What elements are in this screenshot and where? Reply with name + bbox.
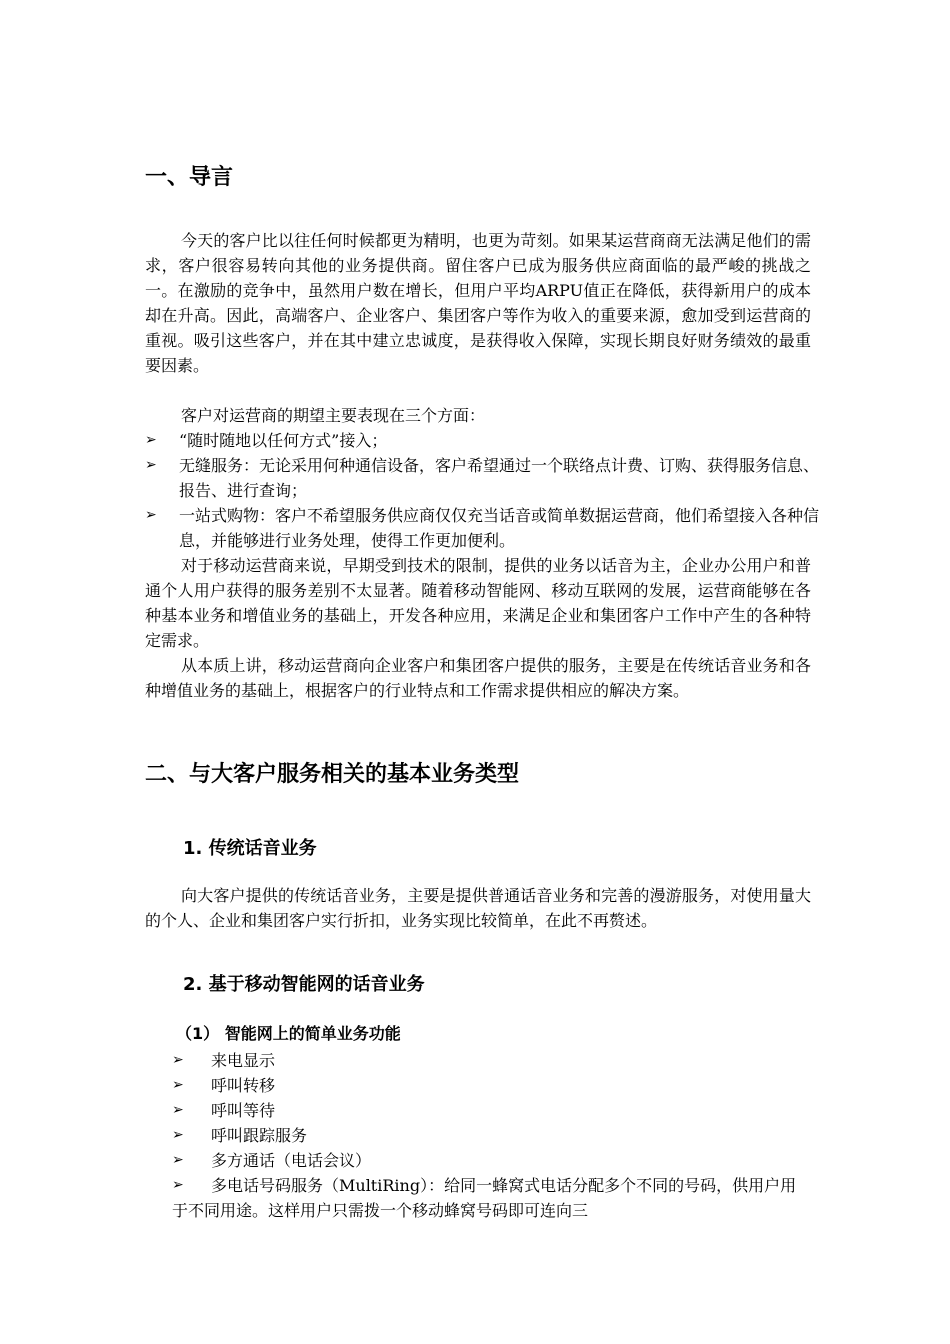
list-item (172, 1123, 812, 1148)
subsection-2-1-title: （1） 智能网上的简单业务功能 (176, 1024, 401, 1043)
bullet-arrow-icon: ➢ (145, 507, 157, 523)
list-item-text: “随时随地以任何方式”接入； (179, 431, 388, 450)
bullet-arrow-icon: ➢ (145, 457, 157, 473)
list-item-text: 呼叫转移 (211, 1076, 276, 1095)
list-item (145, 428, 821, 453)
subsection-1-paragraph: 向大客户提供的传统话音业务，主要是提供普通话音业务和完善的漫游服务，对使用量大的个人、企业和集团客户实行折扣，业务实现比较简单，在此不再赘述。 (145, 886, 811, 930)
subsection-2-title: 2. 基于移动智能网的话音业务 (183, 974, 425, 995)
list-item (172, 1148, 812, 1173)
list-item (172, 1048, 812, 1073)
intro-paragraph-1: 今天的客户比以往任何时候都更为精明，也更为苛刻。如果某运营商商无法满足他们的需求，客户很容易转向其他的业务提供商。留住客户已成为服务供应商面临的最严峻的挑战之一。在激励的竞争中，虽然用户数在增长，但用户平均ARPU值正在降低，获得新用户的成本却在升高。因此，高端客户、企业客户、集团客户等作为收入的重要来源，愈加受到运营商的重视。吸引这些客户，并在其中建立忠诚度，是获得收入保障，实现长期良好财务绩效的最重要因素。 (145, 231, 811, 375)
section-1-title: 一、导言 (145, 165, 234, 190)
list-item-text: 一站式购物：客户不希望服务供应商仅仅充当话音或简单数据运营商，他们希望接入各种信息，并能够进行业务处理，使得工作更加便利。 (179, 506, 820, 550)
intro-paragraph-4: 从本质上讲，移动运营商向企业客户和集团客户提供的服务，主要是在传统话音业务和各种增值业务的基础上，根据客户的行业特点和工作需求提供相应的解决方案。 (145, 656, 811, 700)
bullet-arrow-icon: ➢ (172, 1127, 184, 1143)
intro-paragraph-2: 客户对运营商的期望主要表现在三个方面： (181, 406, 486, 425)
section-2-title: 二、与大客户服务相关的基本业务类型 (145, 762, 520, 787)
intro-paragraph-3: 对于移动运营商来说，早期受到技术的限制，提供的业务以话音为主，企业办公用户和普通个人用户获得的服务差别不太显著。随着移动智能网、移动互联网的发展，运营商能够在各种基本业务和增值业务的基础上，开发各种应用，来满足企业和集团客户工作中产生的各种特定需求。 (145, 556, 811, 650)
bullet-arrow-icon: ➢ (172, 1152, 184, 1168)
list-item-text: 多电话号码服务（MultiRing）：给同一蜂窝式电话分配多个不同的号码，供用户用于不同用途。这样用户只需拨一个移动蜂窝号码即可连向三 (172, 1176, 797, 1220)
list-item (172, 1098, 812, 1123)
subsection-1-title: 1. 传统话音业务 (183, 838, 317, 859)
list-item-text: 呼叫跟踪服务 (211, 1126, 308, 1145)
bullet-arrow-icon: ➢ (145, 432, 157, 448)
list-item-text: 来电显示 (211, 1051, 276, 1070)
bullet-arrow-icon: ➢ (172, 1077, 184, 1093)
bullet-arrow-icon: ➢ (172, 1052, 184, 1068)
bullet-arrow-icon: ➢ (172, 1102, 184, 1118)
list-item-text: 多方通话（电话会议） (211, 1151, 372, 1170)
list-item (172, 1073, 812, 1098)
list-item (145, 503, 821, 553)
list-item (172, 1173, 812, 1223)
list-item-text: 无缝服务：无论采用何种通信设备，客户希望通过一个联络点计费、订购、获得服务信息、报告、进行查询； (179, 456, 820, 500)
list-item-text: 呼叫等待 (211, 1101, 276, 1120)
list-item (145, 453, 821, 503)
bullet-arrow-icon: ➢ (172, 1177, 184, 1193)
